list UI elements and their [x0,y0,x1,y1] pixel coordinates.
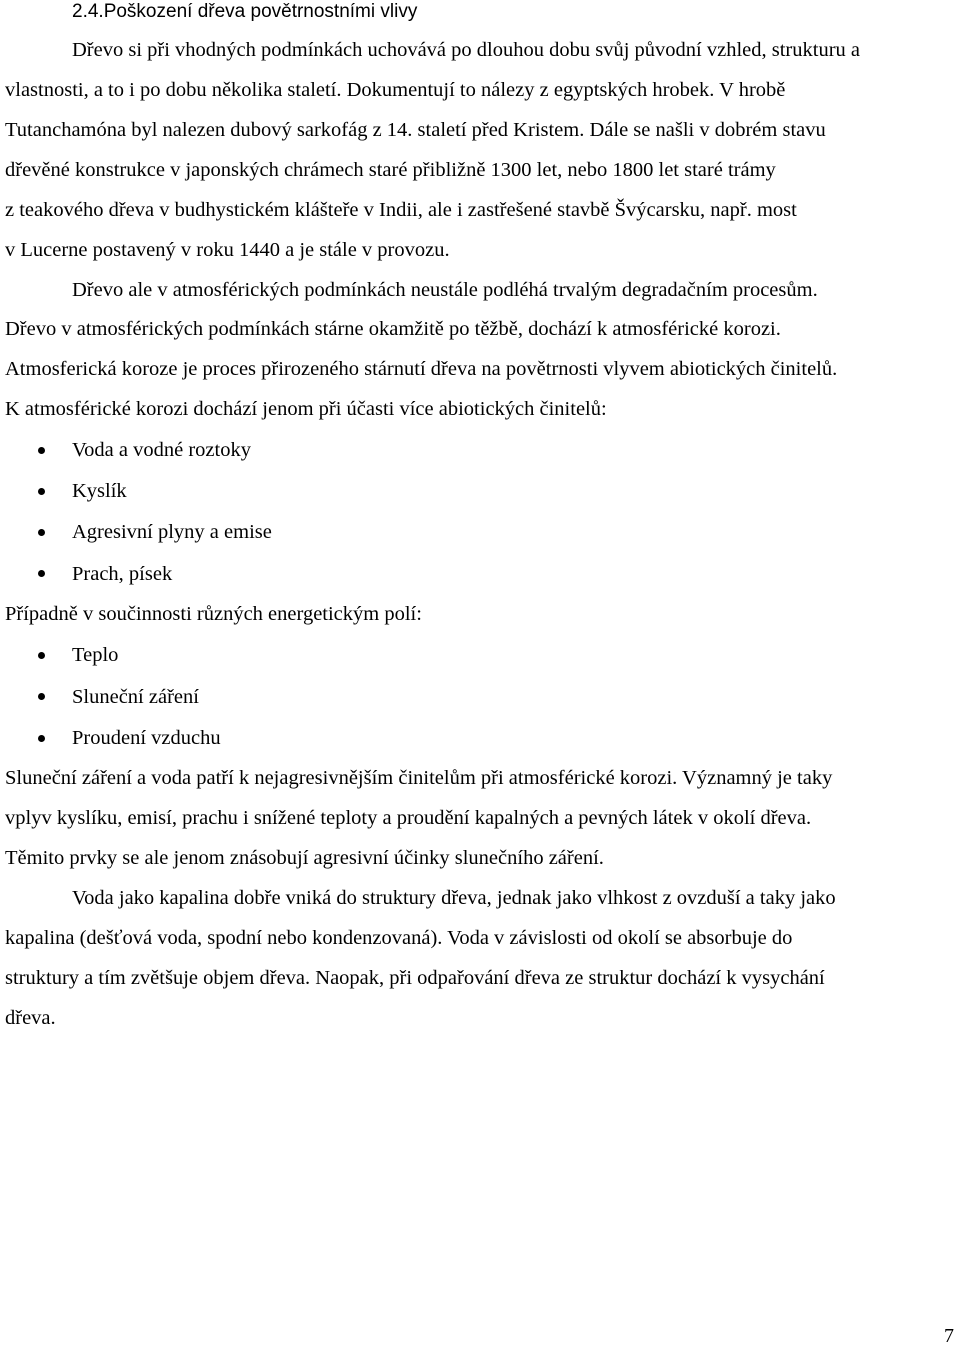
section-heading: 2.4.Poškození dřeva povětrnostními vlivy [72,1,418,22]
list-item: Agresivní plyny a emise [72,521,272,543]
bullet-icon [38,488,45,495]
paragraph-5-line-2: kapalina (dešťová voda, spodní nebo kondenzovaná). Voda v závislosti od okolí se absorbuje do [5,927,793,949]
paragraph-1-line-6: v Lucerne postavený v roku 1440 a je stále v provozu. [5,239,450,261]
paragraph-2-line-3: Atmosferická koroze je proces přirozeného stárnutí dřeva na povětrnosti vlyvem abiotických činitelů. [5,358,838,380]
list-item: Sluneční záření [72,686,199,708]
paragraph-4-line-1: Sluneční záření a voda patří k nejagresivnějším činitelům při atmosférické korozi. Významný je taky [5,767,833,789]
paragraph-4-line-3: Těmito prvky se ale jenom znásobují agresivní účinky slunečního záření. [5,847,604,869]
list-item: Voda a vodné roztoky [72,439,251,461]
bullet-icon [38,735,45,742]
paragraph-4-line-2: vplyv kyslíku, emisí, prachu i snížené teploty a proudění kapalných a pevných látek v okolí dřeva. [5,807,812,829]
bullet-icon [38,570,45,577]
paragraph-2-line-1: Dřevo ale v atmosférických podmínkách neustále podléhá trvalým degradačním procesům. [72,279,818,301]
paragraph-3-line-1: Případně v součinnosti různých energetickým polí: [5,603,422,625]
paragraph-5-line-4: dřeva. [5,1007,56,1029]
bullet-icon [38,529,45,536]
paragraph-5-line-1: Voda jako kapalina dobře vniká do struktury dřeva, jednak jako vlhkost z ovzduší a taky jako [72,887,836,909]
paragraph-1-line-2: vlastnosti, a to i po dobu několika staletí. Dokumentují to nálezy z egyptských hrobek. V hrobě [5,79,786,101]
list-item: Teplo [72,644,119,666]
list-item: Proudení vzduchu [72,727,221,749]
bullet-icon [38,693,45,700]
paragraph-1-line-4: dřevěné konstrukce v japonských chrámech staré přibližně 1300 let, nebo 1800 let staré trámy [5,159,776,181]
paragraph-2-line-2: Dřevo v atmosférických podmínkách stárne okamžitě po těžbě, dochází k atmosférické korozi. [5,318,781,340]
page-number: 7 [944,1325,954,1347]
paragraph-1-line-5: z teakového dřeva v budhystickém klášteře v Indii, ale i zastřešené stavbě Švýcarsku, např. most [5,199,797,221]
paragraph-2-line-4: K atmosférické korozi dochází jenom při účasti více abiotických činitelů: [5,398,607,420]
list-item: Kyslík [72,480,127,502]
list-item: Prach, písek [72,563,173,585]
paragraph-1-line-3: Tutanchamóna byl nalezen dubový sarkofág z 14. staletí před Kristem. Dále se našli v dobrém stavu [5,119,826,141]
bullet-icon [38,652,45,659]
paragraph-1-line-1: Dřevo si při vhodných podmínkách uchovává po dlouhou dobu svůj původní vzhled, strukturu a [72,39,860,61]
paragraph-5-line-3: struktury a tím zvětšuje objem dřeva. Naopak, při odpařování dřeva ze struktur dochází k vysychání [5,967,825,989]
bullet-icon [38,447,45,454]
